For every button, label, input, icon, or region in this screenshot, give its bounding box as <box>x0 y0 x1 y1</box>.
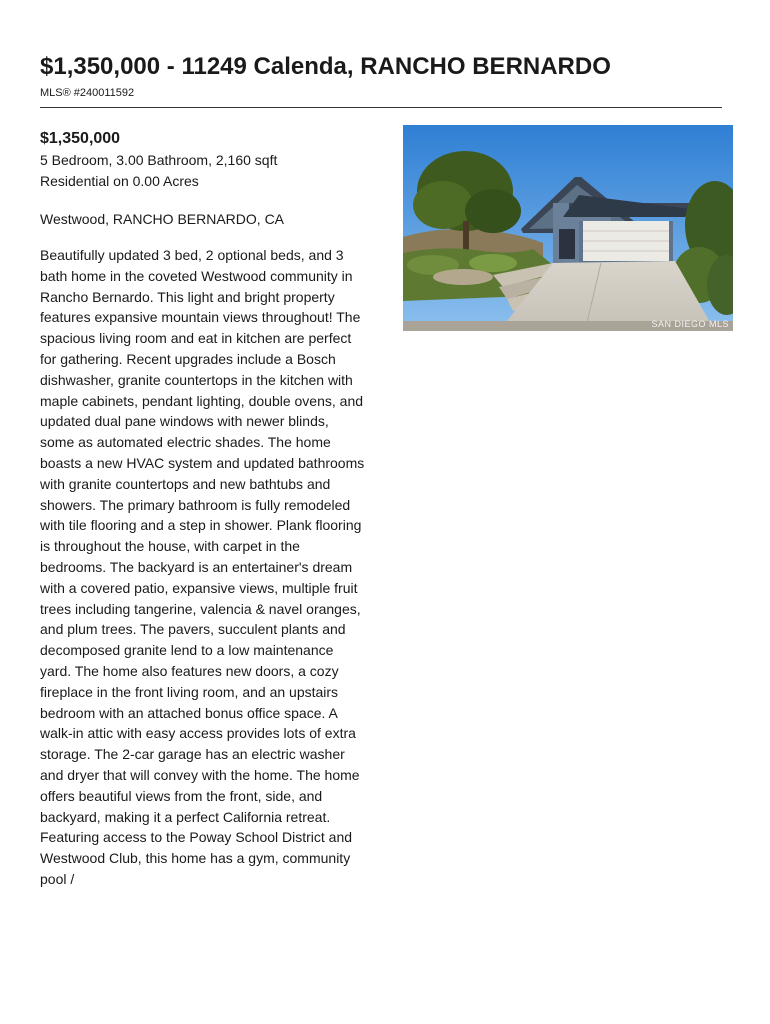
listing-title: $1,350,000 - 11249 Calenda, RANCHO BERNARDO <box>40 53 611 80</box>
property-photo <box>403 125 733 331</box>
photo-watermark: SAN DIEGO MLS <box>651 319 729 329</box>
listing-details <box>40 128 370 890</box>
beds-baths-sqft: 5 Bedroom, 3.00 Bathroom, 2,160 sqft <box>40 152 278 168</box>
listing-description: Beautifully updated 3 bed, 2 optional beds, and 3 bath home in the coveted Westwood community in Rancho Bernardo. This light and bright property features expansive mountain views throughout! The spacious living room and eat in kitchen are perfect for gathering. Recent upgrades include a Bosch dishwasher, granite countertops in the kitchen with maple cabinets, pendant lighting, double ovens, and updated dual pane windows with newer blinds, some as automated electric shades. The home boasts a new HVAC system and updated bathrooms with granite countertops and new bathtubs and showers. The primary bathroom is fully remodeled with tile flooring and a step in shower. Plank flooring is throughout the house, with carpet in the bedrooms. The backyard is an entertainer's dream with a covered patio, expansive views, multiple fruit trees including tangerine, valencia & navel oranges, and plum trees. The pavers, succulent plants and decomposed granite lend to a low maintenance yard. The home also features new doors, a cozy fireplace in the front living room, and an upstairs bedroom with an attached bonus office space. A walk-in attic with easy access provides lots of extra storage. The 2-car garage has an electric washer and dryer that will convey with the home. The home offers beautiful views from the front, side, and backyard, making it a perfect California retreat. Featuring access to the Poway School District and Westwood Club, this home has a gym, community pool / <box>40 247 365 887</box>
listing-header <box>40 50 722 108</box>
house-exterior-image <box>403 125 733 331</box>
mls-number: MLS® #240011592 <box>40 87 135 99</box>
listing-location: Westwood, RANCHO BERNARDO, CA <box>40 211 285 227</box>
listing-price: $1,350,000 <box>40 130 121 147</box>
property-type-acres: Residential on 0.00 Acres <box>40 173 199 189</box>
